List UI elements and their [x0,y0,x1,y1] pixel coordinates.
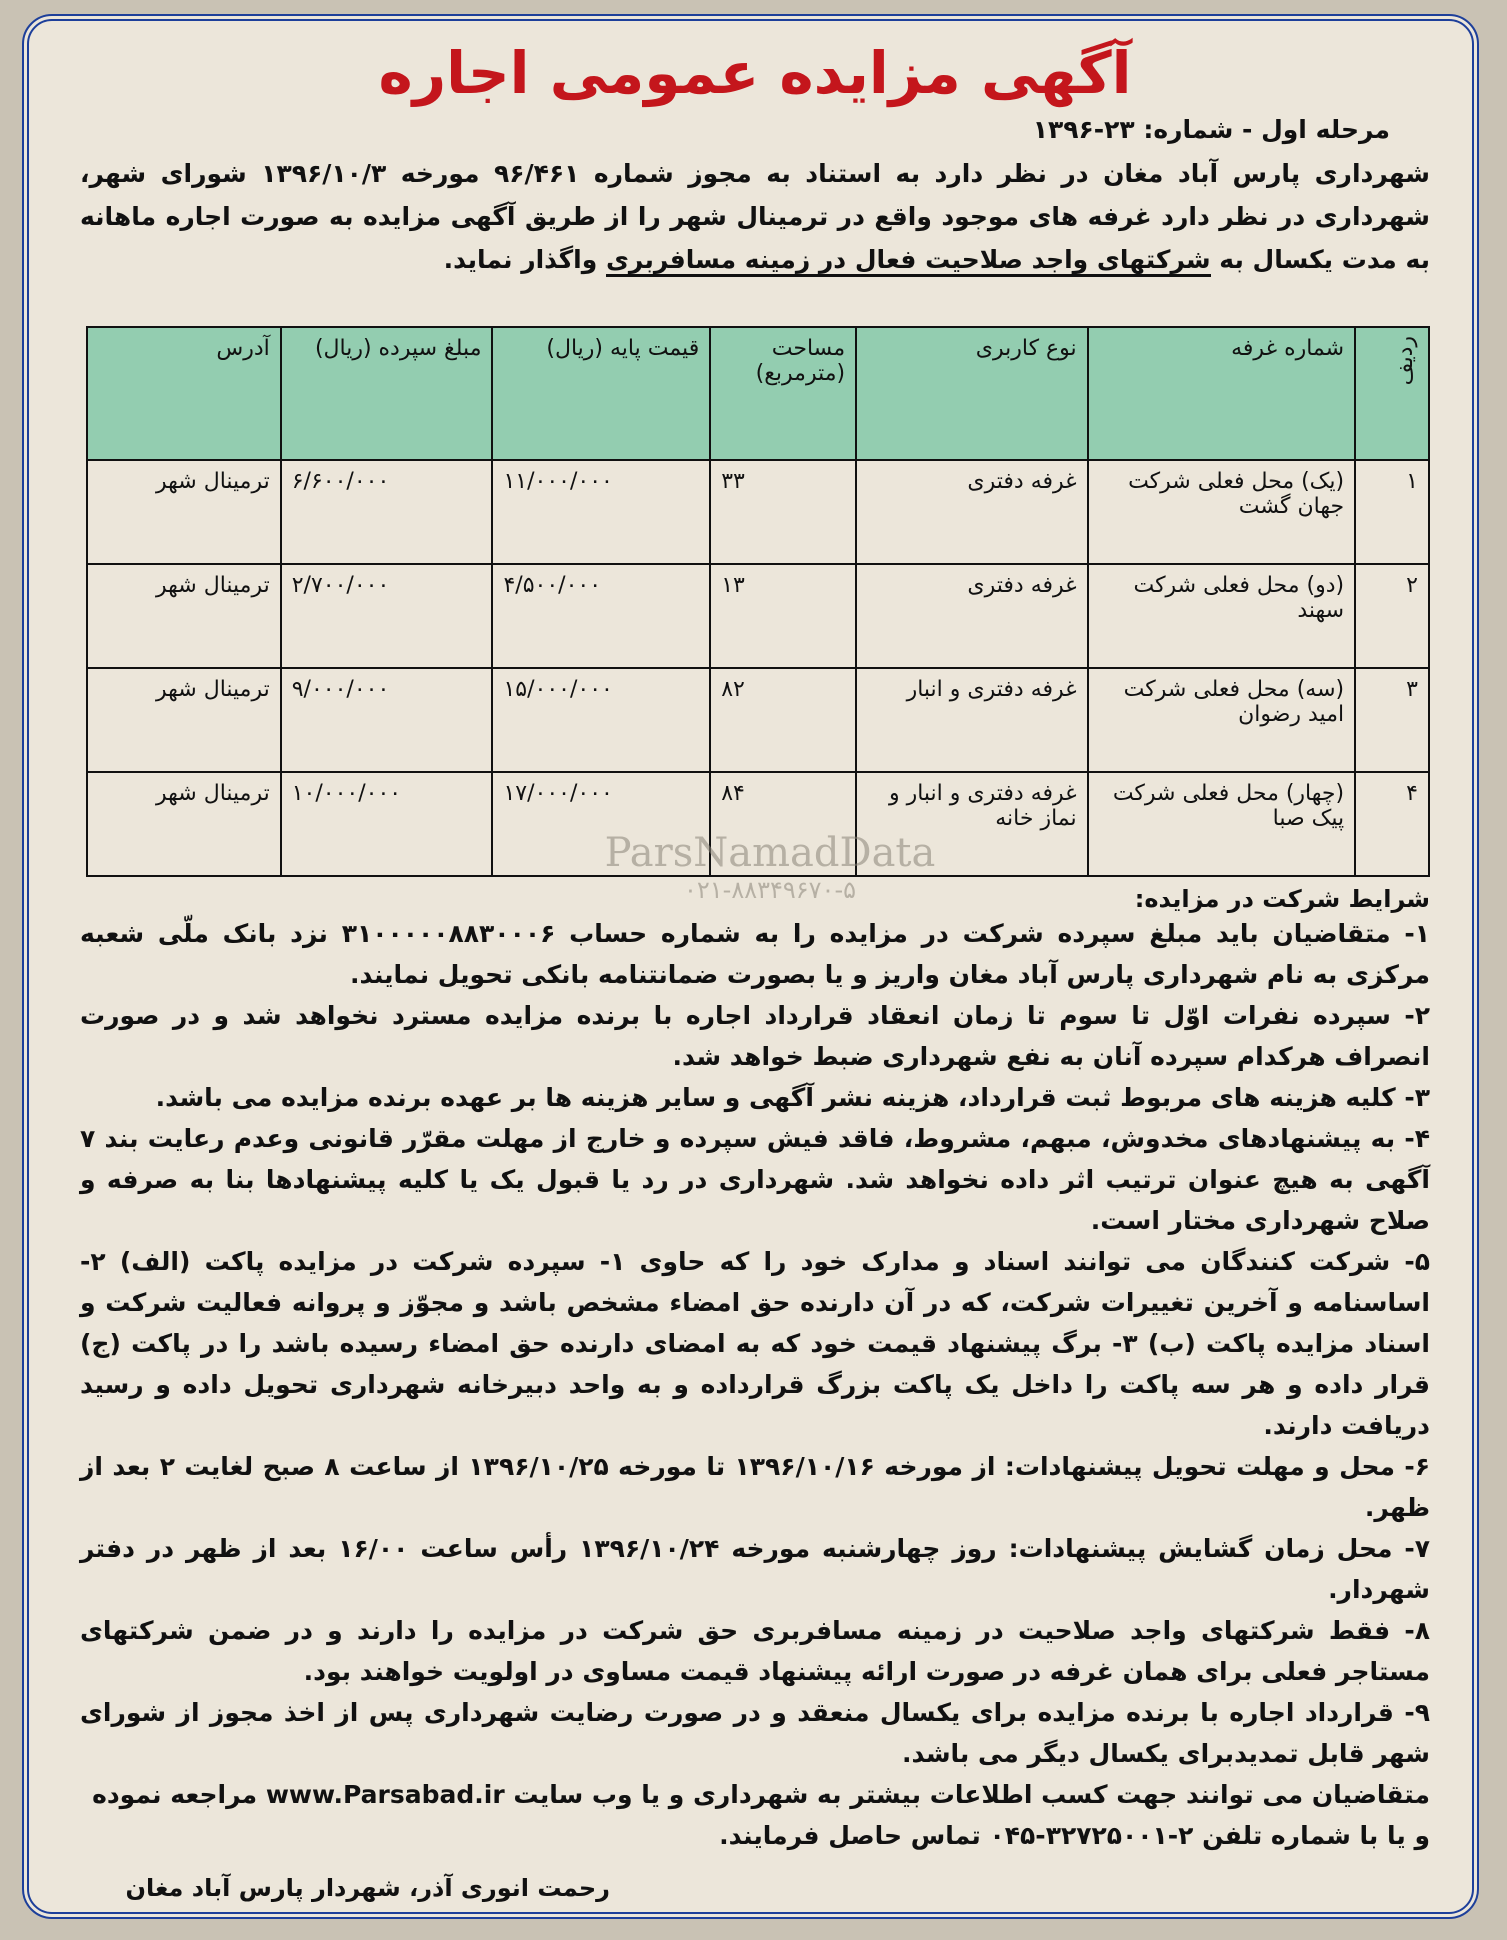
header-deposit: مبلغ سپرده (ریال) [281,327,493,460]
cell-deposit: ۲/۷۰۰/۰۰۰ [281,564,493,668]
conditions-title: شرایط شرکت در مزایده: [1134,884,1430,913]
notice-title: آگهی مزایده عمومی اجاره [378,39,1132,107]
cell-room: (چهار) محل فعلی شرکت پیک صبا [1088,772,1355,876]
cell-room: (سه) محل فعلی شرکت امید رضوان [1088,668,1355,772]
cell-deposit: ۱۰/۰۰۰/۰۰۰ [281,772,493,876]
condition-item-7: ۷- محل زمان گشایش پیشنهادات: روز چهارشنبه مورخه ۱۳۹۶/۱۰/۲۴ رأس ساعت ۱۶/۰۰ بعد از ظهر در دفتر شهردار. [80,1533,1431,1604]
rooms-table [86,326,1430,877]
intro-text-b: شرکتهای واجد صلاحیت فعال در زمینه مسافربری [606,245,1211,277]
condition-item-1: ۱- متقاضیان باید مبلغ سپرده شرکت در مزایده را به شماره حساب ۳۱۰۰۰۰۰۸۸۳۰۰۰۶ نزد بانک ملّی شعبه مرکزی به نام شهرداری پارس آباد مغان واریز و یا بصورت ضمانتنامه بانکی تحویل نمایند. [80,918,1430,989]
cell-room: (دو) محل فعلی شرکت سهند [1088,564,1355,668]
cell-base-price: ۱۵/۰۰۰/۰۰۰ [492,668,710,772]
condition-item-8: ۸- فقط شرکتهای واجد صلاحیت در زمینه مسافربری حق شرکت در مزایده را دارند و در ضمن شرکتهای مستاجر فعلی برای همان غرفه در صورت ارائه پیشنهاد قیمت مساوی در اولویت خواهند بود. [80,1615,1430,1686]
condition-item-3: ۳- کلیه هزینه های مربوط ثبت قرارداد، هزینه نشر آگهی و سایر هزینه ها بر عهده برنده مزایده می باشد. [155,1082,1430,1112]
cell-address: ترمینال شهر [87,564,281,668]
cell-address: ترمینال شهر [87,772,281,876]
header-address: آدرس [87,327,281,460]
cell-deposit: ۹/۰۰۰/۰۰۰ [281,668,493,772]
watermark-phone: ۰۲۱-۸۸۳۴۹۶۷۰-۵ [683,876,856,904]
condition-item-4: ۴- به پیشنهادهای مخدوش، مبهم، مشروط، فاقد فیش سپرده و خارج از مهلت مقرّر قانونی وعدم رعایت بند ۷ آگهی به هیچ عنوان ترتیب اثر داده نخواهد شد. شهرداری در رد یا قبول یک یا کلیه پیشنهادها بنا به صرفه و صلاح شهرداری مختار است. [80,1123,1430,1235]
condition-item-6: ۶- محل و مهلت تحویل پیشنهادات: از مورخه ۱۳۹۶/۱۰/۱۶ تا مورخه ۱۳۹۶/۱۰/۲۵ از ساعت ۸ صبح لغایت ۲ بعد از ظهر. [80,1451,1431,1522]
table-header-row [87,327,1429,460]
condition-item-9: ۹- قرارداد اجاره با برنده مزایده برای یکسال منعقد و در صورت رضایت شهرداری پس از اخذ مجوز از شورای شهر قابل تمدیدبرای یکسال دیگر می باشد. [80,1697,1430,1768]
header-row-number: ردیف [1355,327,1429,460]
header-base-price: قیمت پایه (ریال) [492,327,710,460]
signature: رحمت انوری آذر، شهردار پارس آباد مغان [125,1873,610,1902]
intro-text-a: شهرداری پارس آباد مغان در نظر دارد به استناد به مجوز شماره ۹۶/۴۶۱ مورخه ۱۳۹۶/۱۰/۳ شورای شهر، شهرداری در نظر دارد غرفه های موجود واقع در ترمینال شهر را از طریق آگهی مزایده به صورت اجاره ماهانه به مدت یکسال به [80,158,1430,274]
notice-page [80,40,1430,1902]
notice-subtitle: مرحله اول - شماره: ۲۳-۱۳۹۶ [1032,114,1390,144]
table-row [87,564,1429,668]
cell-row-number: ۲ [1355,564,1429,668]
cell-usage: غرفه دفتری و انبار [856,668,1088,772]
cell-row-number: ۱ [1355,460,1429,564]
cell-base-price: ۱۱/۰۰۰/۰۰۰ [492,460,710,564]
intro-text-c: واگذار نماید. [443,244,606,274]
cell-area: ۸۲ [710,668,856,772]
condition-item-5: ۵- شرکت کنندگان می توانند اسناد و مدارک خود را که حاوی ۱- سپرده شرکت در مزایده پاکت (الف) ۲- اساسنامه و آخرین تغییرات شرکت، که در آن دارنده حق امضاء مشخص باشد و مجوّز و پروانه فعالیت شرکت و اسناد مزایده پاکت (ب) ۳- برگ پیشنهاد قیمت خود که به امضای دارنده حق امضاء رسیده باشد را در پاکت (ج) قرار داده و هر سه پاکت را داخل یک پاکت بزرگ قرارداده و به واحد دبیرخانه شهرداری تحویل داده و رسید دریافت دارند. [80,1246,1430,1440]
notice-intro [80,152,1430,281]
cell-usage: غرفه دفتری و انبار و نماز خانه [856,772,1088,876]
cell-address: ترمینال شهر [87,668,281,772]
cell-base-price: ۱۷/۰۰۰/۰۰۰ [492,772,710,876]
watermark-brand: ParsNamadData [604,830,936,876]
cell-deposit: ۶/۶۰۰/۰۰۰ [281,460,493,564]
header-room-number: شماره غرفه [1088,327,1355,460]
cell-area: ۳۳ [710,460,856,564]
cell-area: ۱۳ [710,564,856,668]
cell-row-number: ۳ [1355,668,1429,772]
cell-base-price: ۴/۵۰۰/۰۰۰ [492,564,710,668]
cell-area: ۸۴ [710,772,856,876]
header-area: مساحت (مترمربع) [710,327,856,460]
cell-row-number: ۴ [1355,772,1429,876]
table-row [87,460,1429,564]
cell-address: ترمینال شهر [87,460,281,564]
watermark [580,830,960,904]
header-usage-type: نوع کاربری [856,327,1088,460]
cell-usage: غرفه دفتری [856,564,1088,668]
cell-room: (یک) محل فعلی شرکت جهان گشت [1088,460,1355,564]
closing-paragraph: متقاضیان می توانند جهت کسب اطلاعات بیشتر به شهرداری و یا وب سایت www.Parsabad.ir مراجعه نموده و یا با شماره تلفن ۲-۳۲۷۲۵۰۰۱-۰۴۵ تماس حاصل فرمایند. [92,1779,1430,1850]
cell-usage: غرفه دفتری [856,460,1088,564]
table-row [87,668,1429,772]
condition-item-2: ۲- سپرده نفرات اوّل تا سوم تا زمان انعقاد قرارداد اجاره با برنده مزایده مسترد نخواهد شد و در صورت انصراف هرکدام سپرده آنان به نفع شهرداری ضبط خواهد شد. [80,1000,1430,1071]
